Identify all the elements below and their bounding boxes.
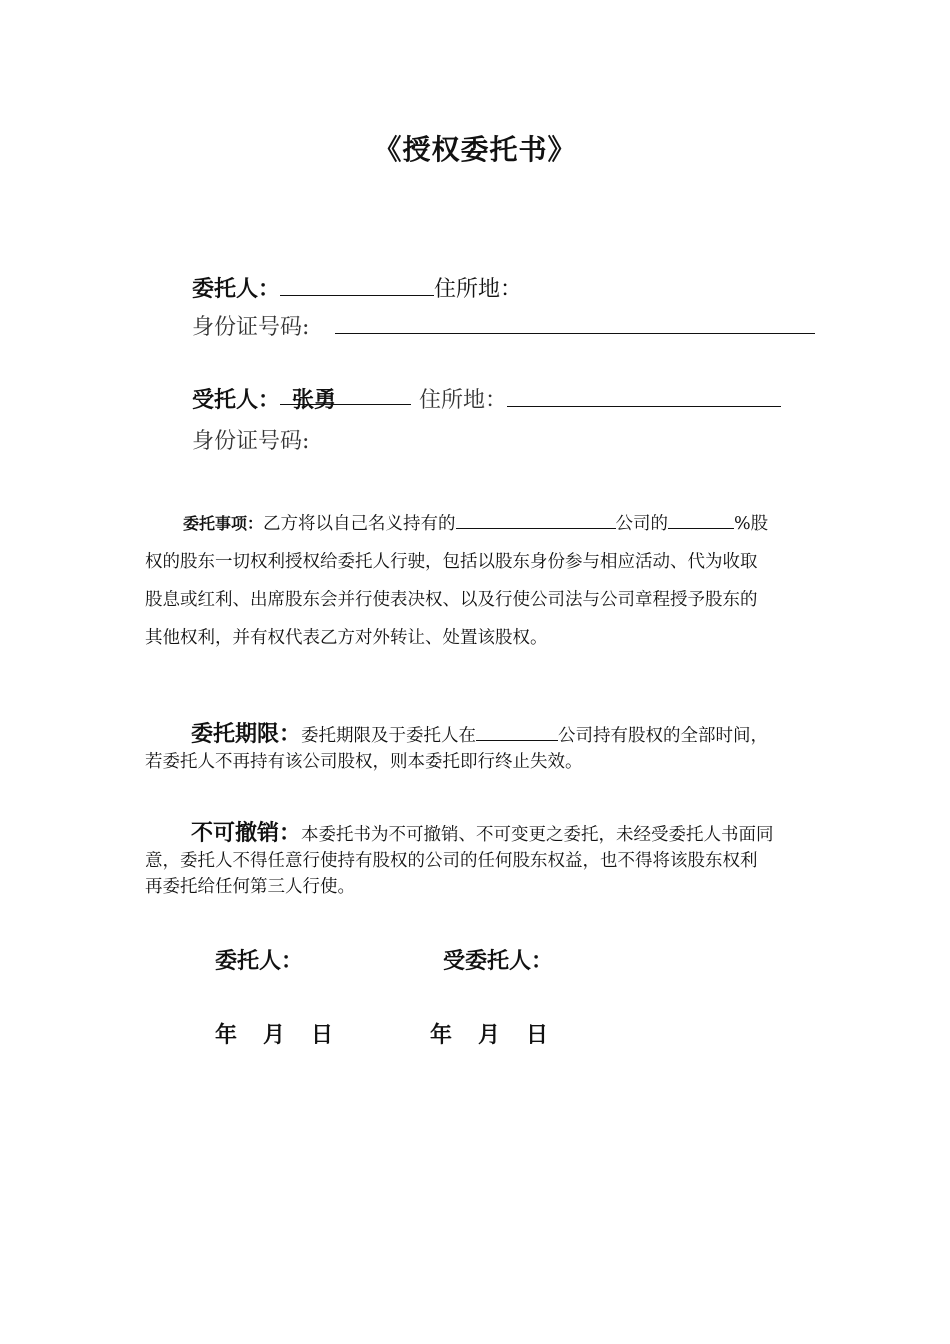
matters-text-1b: 公司的 — [615, 514, 669, 534]
principal-id-label: 身份证号码: — [192, 315, 310, 340]
signature-agent-date — [430, 1018, 548, 1049]
agent-name-field — [280, 383, 411, 413]
agent-date-day: 日 — [526, 1022, 549, 1048]
term-company-blank — [476, 721, 558, 741]
matters-percent-blank — [668, 509, 734, 529]
term-heading: 委托期限： — [191, 721, 302, 747]
term-paragraph — [145, 721, 768, 775]
signature-agent-label: 受委托人： — [443, 948, 554, 974]
principal-id-blank — [335, 311, 815, 334]
irrevocable-text-1: 本委托书为不可撤销、不可变更之委托，未经受委托人书面同 — [301, 825, 774, 845]
matters-line-4: 其他权利，并有权代表乙方对外转让、处置该股权。 — [145, 628, 548, 648]
irrevocable-heading: 不可撤销： — [191, 820, 302, 846]
agent-address-label: 住所地： — [419, 388, 508, 413]
irrevocable-line-2: 意，委托人不得任意行使持有股权的公司的任何股东权益，也不得将该股东权利 — [145, 851, 758, 871]
agent-id-line — [192, 424, 309, 455]
matters-text-1a: 乙方将以自己名义持有的 — [263, 514, 456, 534]
agent-id-label: 身份证号码: — [192, 429, 310, 454]
matters-company-blank — [456, 509, 616, 529]
agent-date-year: 年 — [430, 1022, 453, 1048]
irrevocable-line-1 — [145, 820, 774, 848]
principal-date-month: 月 — [263, 1022, 286, 1048]
agent-name: 张勇 — [292, 387, 337, 413]
signature-principal-date — [215, 1018, 333, 1049]
principal-label: 委托人： — [192, 276, 281, 302]
signature-principal-label: 委托人： — [215, 948, 304, 974]
term-text-1b: 公司持有股权的全部时间， — [558, 726, 769, 746]
matters-paragraph — [145, 505, 768, 657]
agent-address-blank — [507, 384, 781, 407]
term-text-1a: 委托期限及于委托人在 — [301, 726, 477, 746]
term-line-2: 若委托人不再持有该公司股权，则本委托即行终止失效。 — [145, 752, 583, 772]
principal-date-day: 日 — [311, 1022, 334, 1048]
irrevocable-line-3: 再委托给任何第三人行使。 — [145, 877, 355, 897]
matters-line-3: 股息或红利、出席股东会并行使表决权、以及行使公司法与公司章程授予股东的 — [145, 590, 758, 610]
irrevocable-paragraph — [145, 820, 774, 900]
document-title: 《授权委托书》 — [373, 133, 577, 166]
principal-date-year: 年 — [215, 1022, 238, 1048]
matters-line-2: 权的股东一切权利授权给委托人行驶，包括以股东身份参与相应活动、代为收取 — [145, 552, 758, 572]
matters-line-1 — [145, 505, 768, 543]
principal-address-label: 住所地： — [434, 277, 523, 302]
matters-text-1c: %股 — [734, 514, 769, 534]
agent-date-month: 月 — [478, 1022, 501, 1048]
principal-id-line — [192, 310, 815, 341]
principal-name-blank — [280, 273, 434, 296]
term-line-1 — [145, 721, 768, 749]
agent-line — [192, 383, 781, 414]
matters-heading: 委托事项： — [183, 514, 264, 533]
agent-label: 受托人： — [192, 387, 281, 413]
principal-line — [192, 272, 522, 303]
